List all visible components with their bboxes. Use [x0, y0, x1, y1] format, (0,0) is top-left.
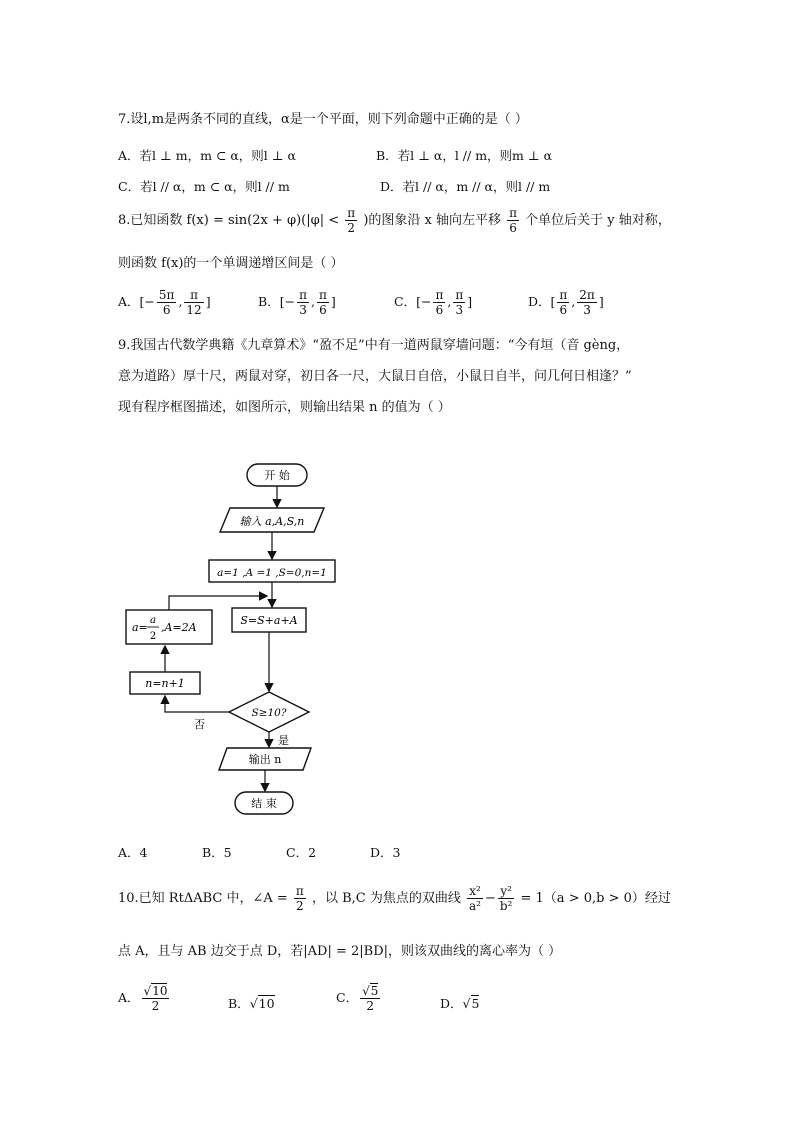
- q10-stem-line2: 点 A，且与 AB 边交于点 D，若|AD| = 2|BD|，则该双曲线的离心率为（ ）: [118, 944, 562, 959]
- q7-option-c: C．若l // α，m ⊂ α，则l // m: [118, 179, 290, 194]
- flow-end-label: 结 束: [251, 797, 277, 810]
- q10-option-a: A． $\frac{√10}{2}$: [118, 984, 168, 1013]
- q8-stem-part-b: )的图象沿 x 轴向左平移: [363, 213, 501, 228]
- q10-option-c: C． $\frac{√5}{2}$: [336, 984, 379, 1013]
- q8-stem-part-c: 个单位后关于 y 轴对称，: [525, 213, 671, 228]
- q7-stem: 7.设l,m是两条不同的直线，α是一个平面，则下列命题中正确的是（ ）: [118, 112, 528, 127]
- q10-stem-part-b: ，以 B,C 为焦点的双曲线: [311, 891, 461, 906]
- q8-stem: [118, 206, 671, 235]
- q8-stem-part-a: 8.已知函数 f(x) = sin(2x + φ)(|φ| <: [118, 213, 340, 228]
- flow-update-s-label: S=S+a+A: [240, 614, 298, 627]
- flow-update-a-rest: ,A=2A: [161, 621, 197, 634]
- flow-input-label: 输入 a,A,S,n: [239, 515, 305, 528]
- flow-start-label: 开 始: [264, 469, 290, 482]
- q9-option-d: D．3: [370, 845, 401, 860]
- q8-option-c: C．[− $\frac{\pi}{6}$ , $\frac{\pi}{3}$ ]: [394, 288, 473, 317]
- flowchart: [110, 450, 370, 830]
- q9-line1: 9.我国古代数学典籍《九章算术》“盈不足”中有一道两鼠穿墙问题：“今有垣（音 gèng，: [118, 338, 630, 353]
- q10-stem-part-c: = 1（a > 0,b > 0）经过: [520, 891, 671, 906]
- q7-option-d: D．若l // α，m // α，则l // m: [380, 179, 551, 194]
- flow-no-label: 否: [194, 718, 205, 731]
- flow-update-n-label: n=n+1: [145, 677, 185, 690]
- flow-init-label: a=1 ,A =1 ,S=0,n=1: [217, 567, 327, 579]
- q8-option-b: B．[− $\frac{\pi}{3}$ , $\frac{\pi}{6}$ ]: [258, 288, 336, 317]
- flow-update-a-num: a: [150, 615, 156, 626]
- flow-update-a-den: 2: [149, 631, 157, 642]
- q10-option-b: B．√10: [228, 996, 275, 1011]
- q10-x-term: $\frac{\text{x²}}{\text{a²}}$: [469, 884, 481, 913]
- q9-line3: 现有程序框图描述，如图所示，则输出结果 n 的值为（ ）: [118, 400, 451, 415]
- q8-frac-pi-6: $\frac{\pi}{6}$: [509, 206, 518, 235]
- q8-frac-pi-2: $\frac{\pi}{2}$: [347, 206, 356, 235]
- q7-option-a: A．若l ⊥ m，m ⊂ α，则l ⊥ α: [118, 148, 296, 163]
- q10-stem-part-a: 10.已知 RtΔABC 中，∠A =: [118, 891, 288, 906]
- q9-option-c: C．2: [286, 845, 317, 860]
- q9-line2: 意为道路）厚十尺，两鼠对穿，初日各一尺，大鼠日自倍，小鼠日自半，问几何日相逢？”: [118, 369, 632, 384]
- q8-option-a: A．[− $\frac{5\pi}{6}$ , $\frac{\pi}{12}$ ]: [118, 288, 211, 317]
- q10-stem: 10.已知 RtΔABC 中，∠A = $\frac{\pi}{2}$ ，以 B,C 为焦点的双曲线 $\frac{\text{x²}}{\text{a²}}$ − $\frac{\text{y²}}{\text{b²}}$ = 1（a > 0,b > 0）经过: [118, 884, 671, 913]
- q8-option-d: D．[ $\frac{\pi}{6}$ , $\frac{2\pi}{3}$ ]: [528, 288, 604, 317]
- flow-condition-label: S≥10?: [251, 707, 287, 719]
- q10-angle-frac: $\frac{\pi}{2}$: [295, 884, 304, 913]
- q10-option-d: D．√5: [440, 996, 480, 1011]
- q7-option-b: B．若l ⊥ α，l // m，则m ⊥ α: [376, 148, 553, 163]
- flow-yes-label: 是: [278, 734, 289, 747]
- q8-stem-line2: 则函数 f(x)的一个单调递增区间是（ ）: [118, 256, 344, 271]
- q10-y-term: $\frac{\text{y²}}{\text{b²}}$: [499, 884, 513, 913]
- q9-option-a: A．4: [118, 845, 148, 860]
- q9-option-b: B．5: [202, 845, 232, 860]
- flow-output-label: 输出 n: [248, 753, 282, 766]
- flow-update-a-prefix: a=: [132, 621, 148, 634]
